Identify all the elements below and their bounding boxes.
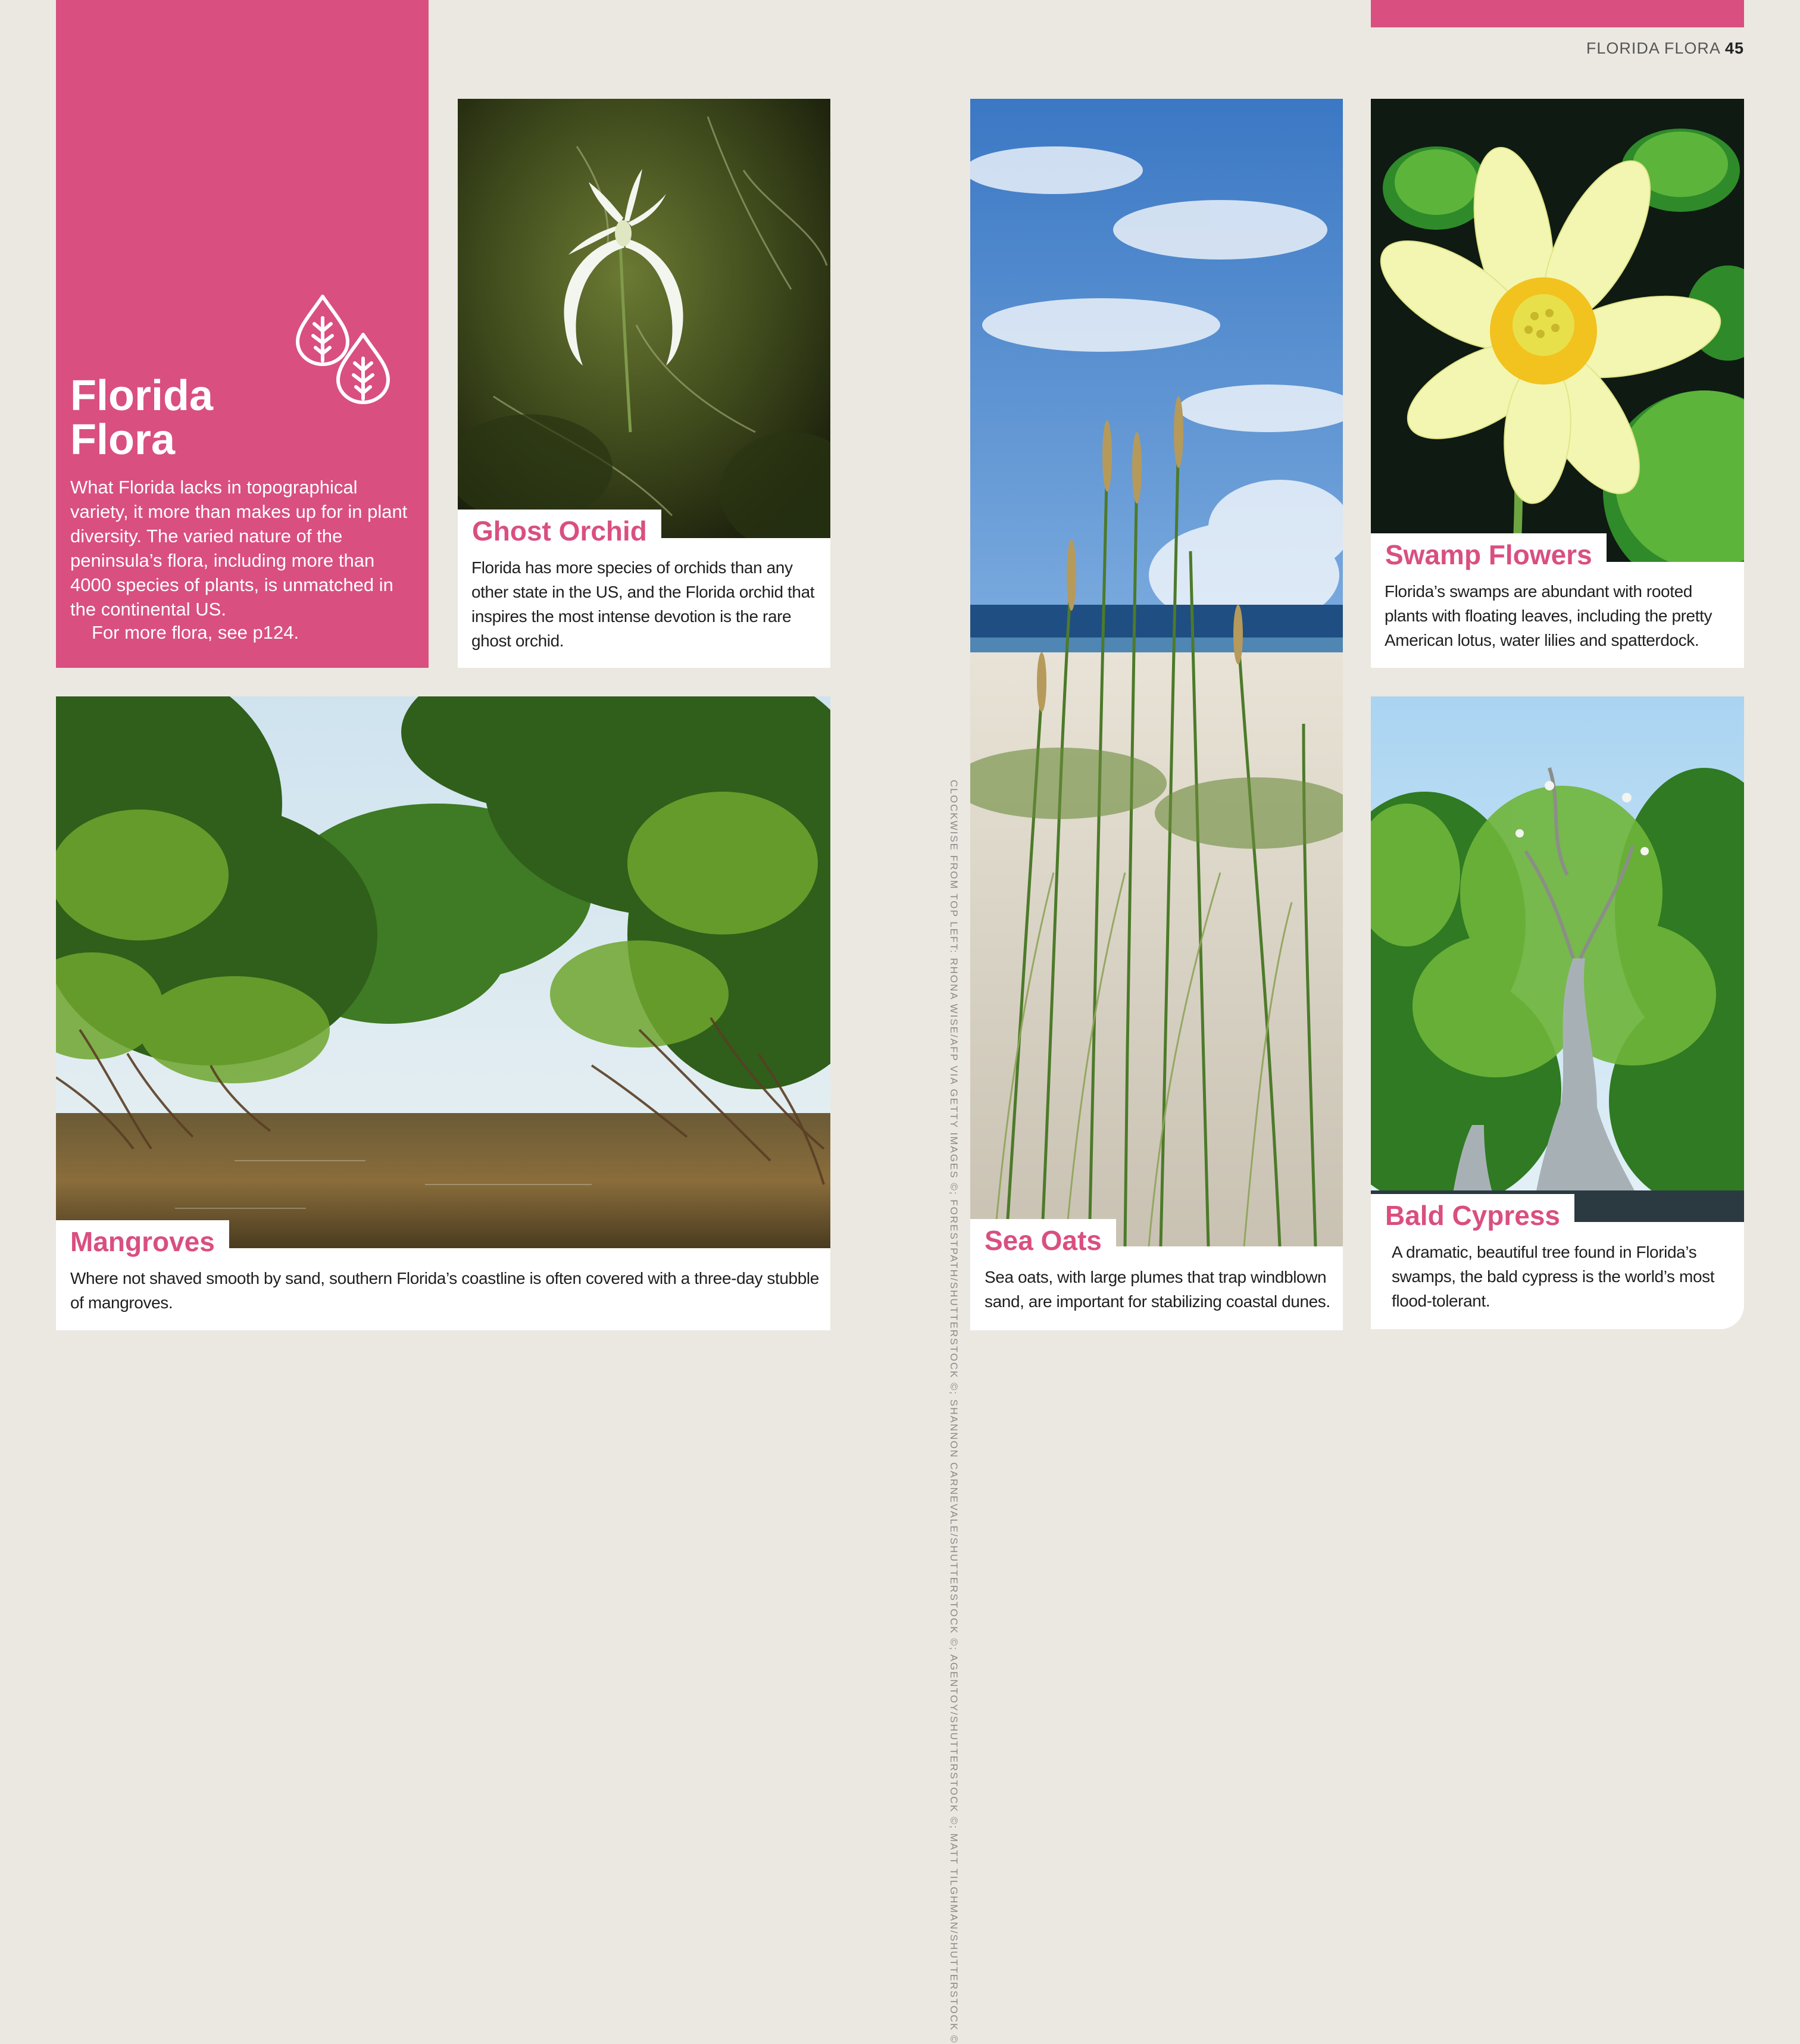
right-running-head (1586, 39, 1744, 58)
right-top-accent-bar (1371, 0, 1744, 27)
intro-more-link-text: For more flora, see p124. (92, 622, 299, 643)
intro-title (70, 374, 308, 462)
swamp-flowers-photo (1371, 99, 1744, 562)
swamp-flowers-title: Swamp Flowers (1371, 533, 1607, 573)
right-section-name: FLORIDA FLORA (1586, 39, 1720, 57)
ghost-orchid-photo (458, 99, 830, 538)
bald-cypress-title: Bald Cypress (1371, 1194, 1574, 1233)
right-page-number: 45 (1724, 39, 1744, 57)
swamp-flowers-caption: Florida’s swamps are abundant with rooted plants with floating leaves, including the pretty American lotus, water lilies and spatterdock. (1385, 582, 1712, 649)
intro-title-line1: Florida (70, 372, 214, 420)
intro-panel (56, 0, 429, 668)
mangroves-caption: Where not shaved smooth by sand, southern Florida’s coastline is often covered with a three-day stubble of mangroves. (70, 1269, 819, 1312)
mangroves-title: Mangroves (56, 1220, 229, 1259)
intro-body: What Florida lacks in topographical variety, it more than makes up for in plant diversity. The varied nature of the peninsula’s flora, including more than 4000 species of plants, is unmatched in the continental US. (70, 477, 408, 620)
mangroves-photo (56, 696, 830, 1248)
photo-credit (942, 780, 960, 2044)
sea-oats-photo (970, 99, 1343, 1246)
ghost-orchid-caption: Florida has more species of orchids than any other state in the US, and the Florida orchid that inspires the most intense devotion is the rare ghost orchid. (471, 558, 815, 650)
photo-credit-text: CLOCKWISE FROM TOP LEFT: RHONA WISE/AFP VIA GETTY IMAGES ©; FORESTPATH/SHUTTERSTOCK ©; SHANNON CARNEVALE/SHUTTERSTOCK ©; AGENTOY/SHUTTERSTOCK ©; MATT TILGHMAN/SHUTTERSTOCK © (948, 780, 960, 2044)
bald-cypress-photo (1371, 696, 1744, 1222)
sea-oats-title: Sea Oats (970, 1219, 1116, 1258)
ghost-orchid-title: Ghost Orchid (458, 510, 661, 549)
sea-oats-caption: Sea oats, with large plumes that trap windblown sand, are important for stabilizing coastal dunes. (985, 1268, 1330, 1311)
intro-title-line2: Flora (70, 416, 176, 464)
bald-cypress-caption: A dramatic, beautiful tree found in Florida’s swamps, the bald cypress is the world’s most flood-tolerant. (1392, 1243, 1715, 1310)
